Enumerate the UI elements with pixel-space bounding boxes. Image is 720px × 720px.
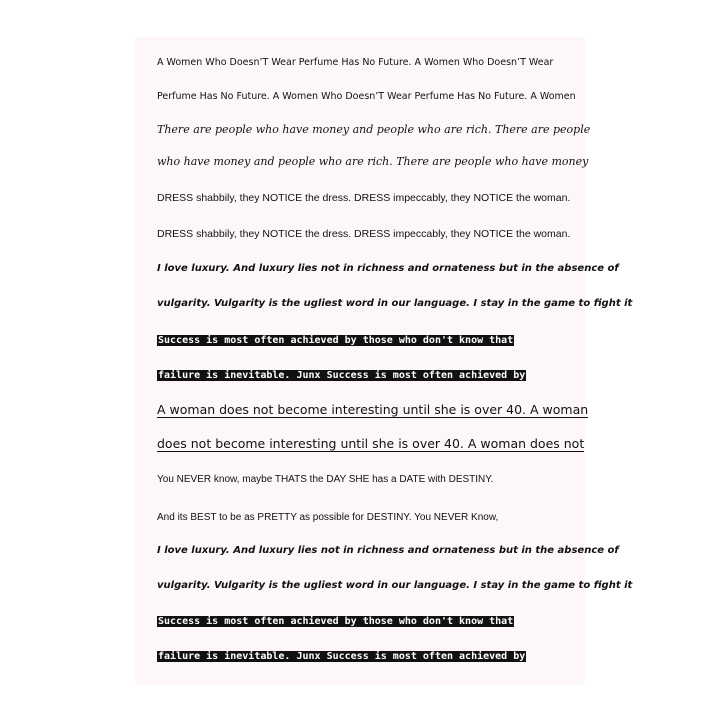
text-line-7: I love luxury. And luxury lies not in richness and ornateness but in the absence of bbox=[157, 263, 619, 274]
text-line-5: DRESS shabbily, they NOTICE the dress. DRESS impeccably, they NOTICE the woman. bbox=[157, 192, 571, 204]
highlighted-text: failure is inevitable. Junx Success is most often achieved by bbox=[158, 370, 526, 381]
text-line-17 bbox=[157, 616, 575, 627]
text-line-6: DRESS shabbily, they NOTICE the dress. DRESS impeccably, they NOTICE the woman. bbox=[157, 228, 571, 240]
text-line-3: There are people who have money and people who are rich. There are people bbox=[157, 123, 591, 136]
text-line-11 bbox=[157, 402, 589, 417]
text-line-12 bbox=[157, 436, 585, 451]
text-line-10 bbox=[157, 370, 575, 381]
text-line-9 bbox=[157, 335, 575, 346]
text-line-4: who have money and people who are rich. There are people who have money bbox=[157, 155, 589, 168]
sticker-sheet bbox=[135, 37, 633, 685]
highlighted-text: Success is most often achieved by those who don't know that bbox=[158, 616, 514, 627]
text-line-16: vulgarity. Vulgarity is the ugliest word in our language. I stay in the game to fight it bbox=[157, 580, 633, 591]
underlined-text: A woman does not become interesting until she is over 40. A woman bbox=[157, 402, 589, 417]
text-line-18 bbox=[157, 651, 575, 662]
text-line-2: Perfume Has No Future. A Women Who Doesn’T Wear Perfume Has No Future. A Women bbox=[157, 91, 576, 102]
underlined-text: does not become interesting until she is over 40. A woman does not bbox=[157, 436, 585, 451]
highlighted-text: failure is inevitable. Junx Success is most often achieved by bbox=[158, 651, 526, 662]
text-line-13: You NEVER know, maybe THATS the DAY SHE has a DATE with DESTINY. bbox=[157, 474, 494, 485]
highlighted-text: Success is most often achieved by those who don't know that bbox=[158, 335, 514, 346]
text-line-1: A Women Who Doesn’T Wear Perfume Has No Future. A Women Who Doesn’T Wear bbox=[157, 57, 554, 68]
text-line-8: vulgarity. Vulgarity is the ugliest word in our language. I stay in the game to fight it bbox=[157, 298, 633, 309]
text-line-15: I love luxury. And luxury lies not in richness and ornateness but in the absence of bbox=[157, 545, 619, 556]
text-line-14: And its BEST to be as PRETTY as possible for DESTINY. You NEVER Know, bbox=[157, 512, 499, 523]
